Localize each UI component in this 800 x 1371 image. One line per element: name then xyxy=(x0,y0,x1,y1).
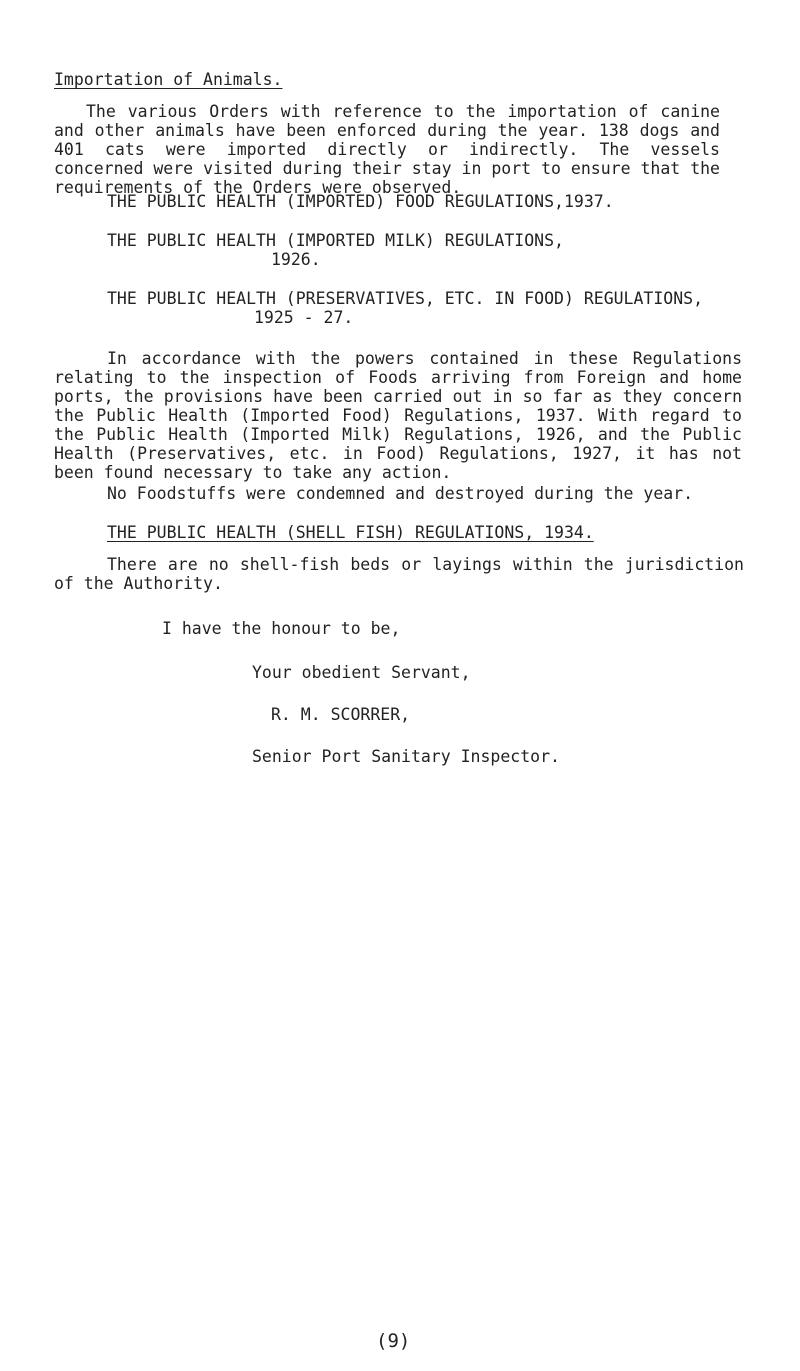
regulation-title-imported-milk-year: 1926. xyxy=(271,250,321,269)
importation-heading: Importation of Animals. xyxy=(54,70,283,89)
regulations-paragraph: In accordance with the powers contained in these Regulations relating to the inspection of Foods arriving from Foreign and home ports, the provisions have been carried out in so far as they concern the Public Health (Imported Food) Regulations, 1937. With regard to the Public Health (Imported Milk) Regulations, 1926, and the Public Health (Preservatives, etc. in Food) Regulations, 1927, it has not been found necessary to take any action. xyxy=(54,349,742,482)
regulation-title-preservatives: THE PUBLIC HEALTH (PRESERVATIVES, ETC. IN FOOD) REGULATIONS, xyxy=(107,289,704,308)
page-number: (9) xyxy=(376,1330,411,1352)
foodstuffs-paragraph: No Foodstuffs were condemned and destroyed during the year. xyxy=(107,484,694,503)
regulation-title-imported-milk: THE PUBLIC HEALTH (IMPORTED MILK) REGULATIONS, xyxy=(107,231,564,250)
signatory-title: Senior Port Sanitary Inspector. xyxy=(252,747,560,766)
importation-paragraph: The various Orders with reference to the importation of canine and other animals have been enforced during the year. 138 dogs and 401 cats were imported directly or indirectly. The vessels concerned were visited during their stay in port to ensure that the requirements of the Orders were observed. xyxy=(54,102,720,197)
closing-valediction: Your obedient Servant, xyxy=(252,663,471,682)
signatory-name: R. M. SCORRER, xyxy=(271,705,411,724)
regulation-title-preservatives-years: 1925 - 27. xyxy=(254,308,354,327)
shellfish-paragraph: There are no shell-fish beds or layings within the jurisdiction of the Authority. xyxy=(54,555,744,593)
closing-salutation: I have the honour to be, xyxy=(162,619,401,638)
shellfish-heading: THE PUBLIC HEALTH (SHELL FISH) REGULATIONS, 1934. xyxy=(107,523,594,542)
regulation-title-imported-food: THE PUBLIC HEALTH (IMPORTED) FOOD REGULATIONS,1937. xyxy=(107,192,614,211)
